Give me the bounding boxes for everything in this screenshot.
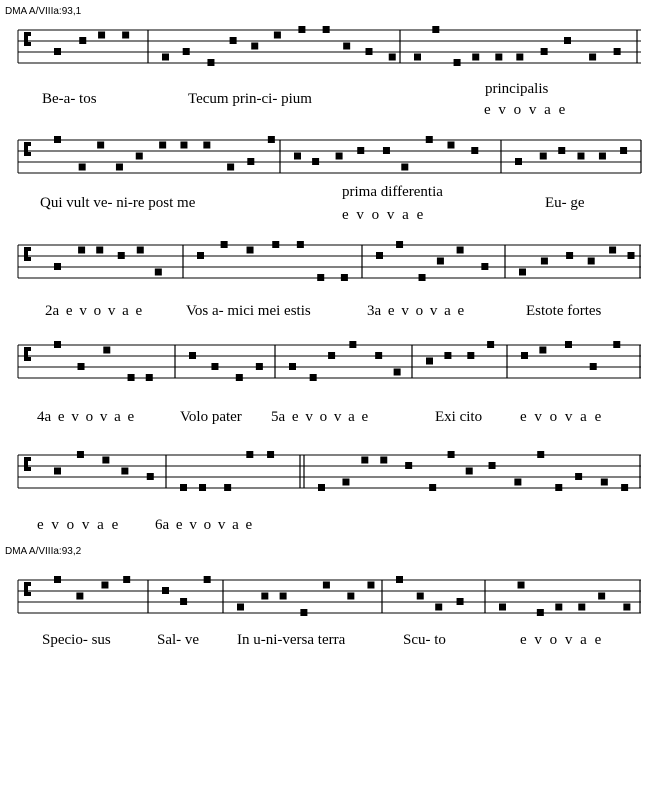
neume — [347, 593, 354, 600]
lyric-evovae: e v o v a e — [520, 632, 602, 648]
neume — [237, 604, 244, 611]
neume — [598, 593, 605, 600]
lyric-evovae: e v o v a e — [342, 207, 424, 223]
neume — [261, 593, 268, 600]
lyric-evovae: e v o v a e — [37, 517, 119, 533]
neume — [623, 604, 630, 611]
neume — [204, 576, 211, 583]
neume — [555, 604, 562, 611]
neume — [300, 609, 307, 616]
lyric-evovae: e v o v a e — [484, 102, 566, 118]
section-label-1: DMA A/VIIIa:93,1 — [5, 6, 82, 17]
lyric-euge: Eu- ge — [545, 195, 585, 211]
lyric-speciosus: Specio- sus — [42, 632, 111, 648]
lyric-vos-amici: Vos a- mici mei estis — [186, 303, 311, 319]
lyric-6a-evovae: 6a e v o v a e — [155, 517, 253, 533]
clef-icon — [24, 582, 31, 596]
lyric-estote-fortes: Estote fortes — [526, 303, 602, 319]
lyric-prima-differentia: prima differentia — [342, 184, 443, 200]
neume — [518, 582, 525, 589]
neume — [162, 587, 169, 594]
section-label-2: DMA A/VIIIa:93,2 — [5, 546, 82, 557]
neume — [367, 582, 374, 589]
neume — [180, 598, 187, 605]
neume — [417, 593, 424, 600]
lyric-2a-evovae: 2a e v o v a e — [45, 303, 143, 319]
lyric-qui-vult: Qui vult ve- ni-re post me — [40, 195, 196, 211]
lyric-exi-cito: Exi cito — [435, 409, 483, 425]
lyric-3a-evovae: 3a e v o v a e — [367, 303, 465, 319]
neume — [457, 598, 464, 605]
neume — [280, 593, 287, 600]
neume — [101, 582, 108, 589]
neume — [54, 576, 61, 583]
neume — [578, 604, 585, 611]
lyric-tecum-principium: Tecum prin-ci- pium — [188, 91, 312, 107]
neume — [123, 576, 130, 583]
lyric-in-universa-terra: In u-ni-versa terra — [237, 632, 346, 648]
lyric-volo-pater: Volo pater — [180, 409, 242, 425]
lyric-salve: Sal- ve — [157, 632, 200, 648]
neume — [396, 576, 403, 583]
lyric-4a-evovae: 4a e v o v a e — [37, 409, 135, 425]
neume — [499, 604, 506, 611]
neume — [537, 609, 544, 616]
lyric-evovae: e v o v a e — [520, 409, 602, 425]
lyric-principalis: principalis — [485, 81, 549, 97]
neume — [323, 582, 330, 589]
lyric-5a-evovae: 5a e v o v a e — [271, 409, 369, 425]
lyric-scuto: Scu- to — [403, 632, 446, 648]
lyric-beatos: Be-a- tos — [42, 91, 97, 107]
neume — [435, 604, 442, 611]
neume — [76, 593, 83, 600]
